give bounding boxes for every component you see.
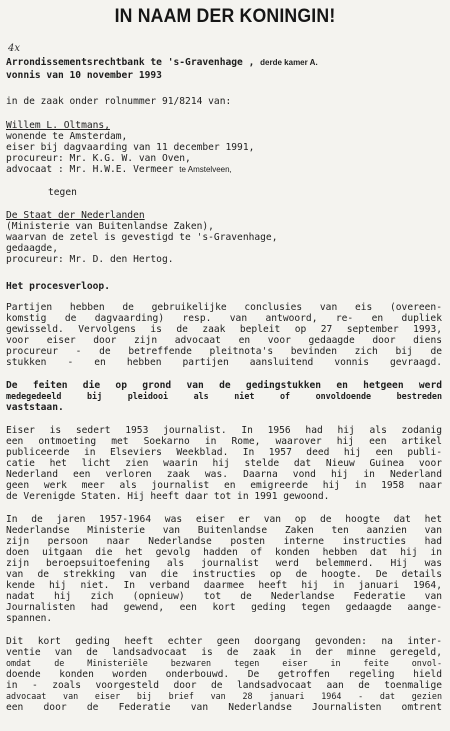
court-line <box>6 57 318 68</box>
advocate-place: te Amstelveen, <box>179 165 232 174</box>
paragraph-line: Nederlandse Ministerie van Buitenlandse Zaken ten aanzien van <box>6 525 442 536</box>
paragraph-line: Journalisten had gewend, een kort geding tegen gedaagde aange- <box>6 602 442 613</box>
section-facts-title: De feiten die op grond van de gedingstukken en hetgeen werd <box>6 380 442 391</box>
procedure-line: gewisseld. Vervolgens is de zaak bepleit op 27 september 1993, <box>6 324 442 335</box>
procedure-line: Partijen hebben de gebruikelijke conclusies van eis (overeen- <box>6 302 442 313</box>
defendant-seat: waarvan de zetel is gevestigd te 's-Gravenhage, <box>6 232 278 243</box>
paragraph-line: Eiser is sedert 1953 journalist. In 1956 had hij als zodanig <box>6 425 442 436</box>
paragraph-line: de Verenigde Staten. Hij heeft daar tot in 1991 gewoond. <box>6 491 330 502</box>
paragraph-line: doen uitgaan die het gevolg hadden of konden hebben dat hij in <box>6 547 442 558</box>
procedure-line: komstig de dagvaarding) resp. van antwoord, re- en dupliek <box>6 313 442 324</box>
verdict-date: vonnis van 10 november 1993 <box>6 70 162 81</box>
plaintiff-role: eiser bij dagvaarding van 11 december 1991, <box>6 142 255 153</box>
paragraph-line: zijn persoon naar Nederlandse posten interne instructies had <box>6 536 442 547</box>
advocate-name: advocaat : Mr. H.W.E. Vermeer <box>6 164 174 175</box>
paragraph-line: een ontmoeting met Soekarno in Rome, waarover hij een artikel <box>6 436 442 447</box>
chamber-stamp: derde kamer A. <box>260 58 318 67</box>
procedure-line: voor eiser door zijn advocaat en voor gedaagde door diens <box>6 335 442 346</box>
plaintiff-attorney: procureur: Mr. K.G. W. van Oven, <box>6 153 191 164</box>
paragraph-line: nadat hij zich (opnieuw) tot de Nederlandse Federatie van <box>6 591 442 602</box>
section-facts-title: vaststaan. <box>6 402 64 413</box>
case-intro: in de zaak onder rolnummer 91/8214 van: <box>6 96 232 107</box>
plaintiff-advocate <box>6 164 232 175</box>
paragraph-line: catie het licht zien waarin hij stelde dat Nieuw Guinea voor <box>6 458 442 469</box>
procedure-line: stukken - en hebben partijen aansluitend vonnis gevraagd. <box>6 357 442 368</box>
paragraph-line: omdat de Ministeriële bezwaren tegen eiser in feite onvol- <box>6 658 442 668</box>
paragraph-line: Dit kort geding heeft echter geen doorgang gevonden: na inter- <box>6 636 442 647</box>
paragraph-line: ventie van de landsadvocaat is de zaak in der minne geregeld, <box>6 647 442 658</box>
plaintiff-residence: wonende te Amsterdam, <box>6 131 128 142</box>
defendant-name: De Staat der Nederlanden <box>6 210 145 221</box>
procedure-line: procureur - de betreffende pleitnota's bevinden zich bij de <box>6 346 442 357</box>
paragraph-line: doende konden worden onderbouwd. De getroffen regeling hield <box>6 669 442 680</box>
document-heading: IN NAAM DER KONINGIN! <box>114 6 336 27</box>
paragraph-line: publiceerde in Elseviers Weekblad. In 1957 deed hij een publi- <box>6 447 442 458</box>
section-procedure-title: Het procesverloop. <box>6 281 110 292</box>
defendant-role: gedaagde, <box>6 243 58 254</box>
paragraph-line: advocaat van eiser bij brief van 28 januari 1964 - dat gezien <box>6 691 442 701</box>
paragraph-line: In de jaren 1957-1964 was eiser er van op de hoogte dat het <box>6 514 442 525</box>
paragraph-line: geen werk meer als journalist en emigreerde hij in 1958 naar <box>6 480 442 491</box>
paragraph-line: een door de Federatie van Nederlandse Journalisten omtrent <box>6 702 442 713</box>
section-facts-title: medegedeeld bij pleidooi als niet of onvoldoende bestreden <box>6 391 442 401</box>
versus-label: tegen <box>48 187 77 198</box>
paragraph-line: spannen. <box>6 613 53 624</box>
defendant-attorney: procureur: Mr. D. den Hertog. <box>6 254 174 265</box>
paragraph-line: Nederland een verloren zaak was. Daarna vond hij in Nederland <box>6 469 442 480</box>
paragraph-line: zijn beroepsuitoefening als journalist werd belemmerd. Hij was <box>6 558 442 569</box>
defendant-ministry: (Ministerie van Buitenlandse Zaken), <box>6 221 214 232</box>
paragraph-line: van de strekking van die instructies op de hoogte. De details <box>6 569 442 580</box>
handwritten-mark: 4x <box>8 43 21 54</box>
paragraph-line: in - zoals voorgesteld door de landsadvocaat aan de toenmalige <box>6 680 442 691</box>
court-name: Arrondissementsrechtbank te 's-Gravenhage , <box>6 57 255 68</box>
paragraph-line: kende hij niet. In verband daarmee heeft hij in januari 1964, <box>6 580 442 591</box>
plaintiff-name: Willem L. Oltmans, <box>6 120 110 131</box>
